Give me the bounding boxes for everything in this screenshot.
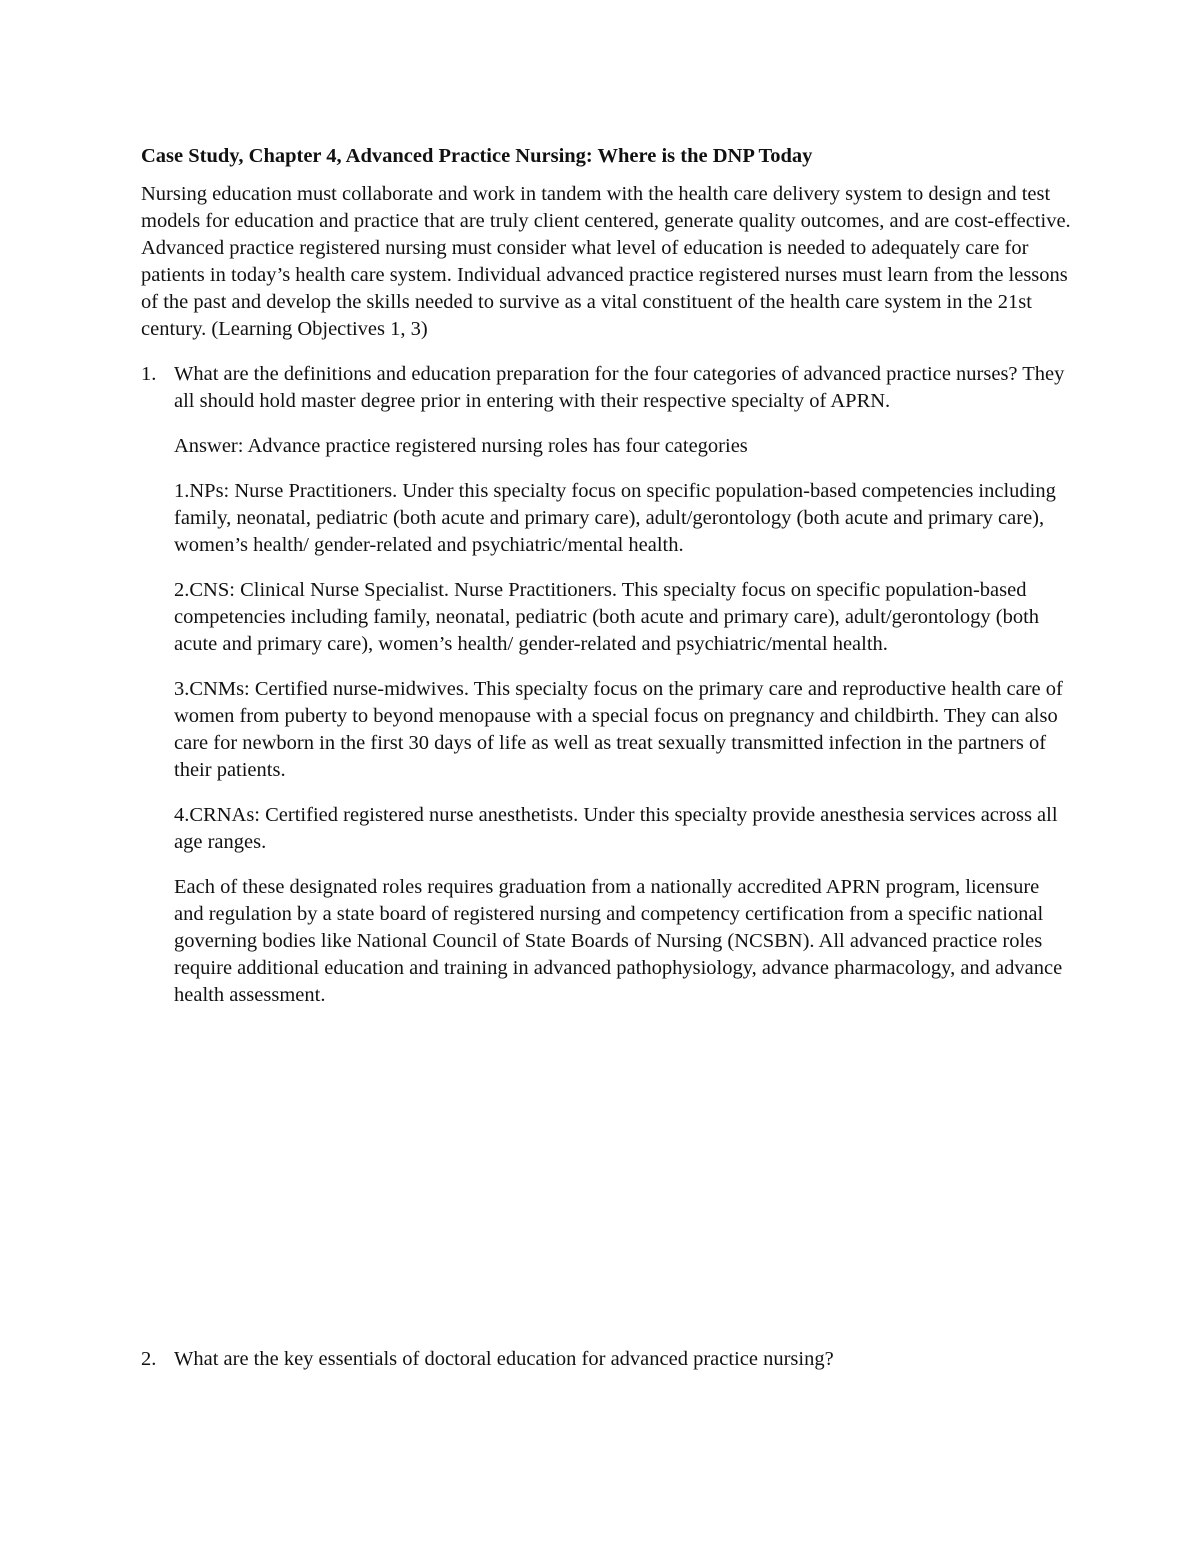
question-2-text: What are the key essentials of doctoral education for advanced practice nursing? [174, 1348, 834, 1370]
question-2 [141, 1346, 1071, 1373]
answer-lead: Answer: Advance practice registered nursing roles has four categories [174, 435, 748, 457]
question-1 [141, 361, 1071, 415]
intro-paragraph: Nursing education must collaborate and work in tandem with the health care delivery system to design and test models for education and practice that are truly client centered, generate quality outcomes, and are cost-effective. Advanced practice registered nursing must consider what level of education is needed to adequately care for patients in today’s health care system. Individual advanced practice registered nurses must learn from the lessons of the past and develop the skills needed to survive as a vital constituent of the health care system in the 21st century. (Learning Objectives 1, 3) [141, 183, 1071, 340]
answer-closing: Each of these designated roles requires graduation from a nationally accredited APRN program, licensure and regulation by a state board of registered nursing and competency certification from a specific national governing bodies like National Council of State Boards of Nursing (NCSBN). All advanced practice roles require additional education and training in advanced pathophysiology, advance pharmacology, and advance health assessment. [174, 876, 1063, 1006]
document-title: Case Study, Chapter 4, Advanced Practice Nursing: Where is the DNP Today [141, 145, 813, 167]
answer-item-cnm: 3.CNMs: Certified nurse-midwives. This specialty focus on the primary care and reproductive health care of women from puberty to beyond menopause with a special focus on pregnancy and childbirth. They can also care for newborn in the first 30 days of life as well as treat sexually transmitted infection in the partners of their patients. [174, 678, 1063, 781]
question-1-text: What are the definitions and education preparation for the four categories of advanced practice nurses? They all should hold master degree prior in entering with their respective specialty of APRN. [174, 363, 1065, 412]
document-content [141, 143, 1071, 1027]
answer-item-np: 1.NPs: Nurse Practitioners. Under this specialty focus on specific population-based competencies including family, neonatal, pediatric (both acute and primary care), adult/gerontology (both acute and primary care), women’s health/ gender-related and psychiatric/mental health. [174, 480, 1056, 556]
question-2-number: 2. [141, 1348, 157, 1370]
question-1-number: 1. [141, 363, 157, 385]
answer-item-cns: 2.CNS: Clinical Nurse Specialist. Nurse Practitioners. This specialty focus on specific population-based competencies including family, neonatal, pediatric (both acute and primary care), adult/gerontology (both acute and primary care), women’s health/ gender-related and psychiatric/mental health. [174, 579, 1040, 655]
answer-item-crna: 4.CRNAs: Certified registered nurse anesthetists. Under this specialty provide anesthesia services across all age ranges. [174, 804, 1058, 853]
